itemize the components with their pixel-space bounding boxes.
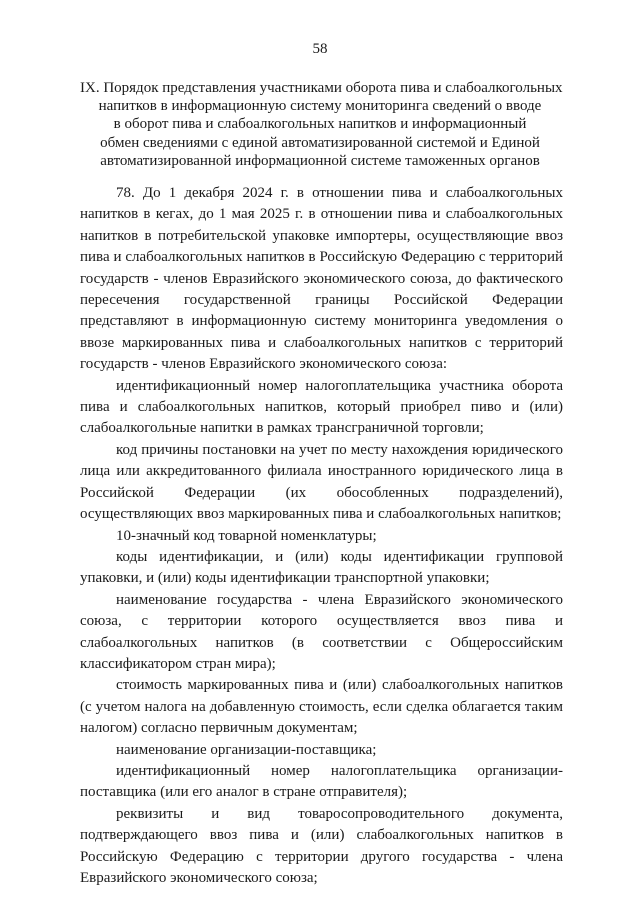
list-item-country: наименование государства - члена Евразийского экономического союза, с территории которого осуществляется ввоз пива и слабоалкогольных напитков (в соответствии с Общероссийским классификатором стран мира); <box>80 591 563 672</box>
heading-line: автоматизированной информационной системе таможенных органов <box>100 152 540 169</box>
list-item-cost: стоимость маркированных пива и (или) слабоалкогольных напитков (с учетом налога на добавленную стоимость, если сделка облагается таким налогом) согласно первичным документам; <box>80 677 563 737</box>
section-heading <box>80 79 563 170</box>
list-item-shipping-document: реквизиты и вид товаросопроводительного документа, подтверждающего ввоз пива и (или) слабоалкогольных напитков в Российскую Федерацию с территории другого государства - члена Евразийского экономического союза; <box>80 805 563 886</box>
list-item-identification-codes: коды идентификации, и (или) коды идентификации групповой упаковки, и (или) коды идентификации транспортной упаковки; <box>80 548 563 587</box>
list-item-tn-code: 10-значный код товарной номенклатуры; <box>116 527 377 544</box>
list-item-supplier-inn: идентификационный номер налогоплательщика организации-поставщика (или его аналог в стране отправителя); <box>80 762 563 801</box>
heading-line: напитков в информационную систему мониторинга сведений о вводе <box>98 98 542 115</box>
document-body <box>80 183 563 889</box>
heading-line: IX. Порядок представления участниками оборота пива и слабоалкогольных <box>80 80 563 96</box>
list-item-inn: идентификационный номер налогоплательщика участника оборота пива и слабоалкогольных напитков, который приобрел пиво и (или) слабоалкогольные напитки в рамках трансграничной торговли; <box>80 377 563 437</box>
heading-line: обмен сведениями с единой автоматизированной системой и Единой <box>100 134 540 151</box>
paragraph-clause-78: 78. До 1 декабря 2024 г. в отношении пива и слабоалкогольных напитков в кегах, до 1 мая 2025 г. в отношении пива и слабоалкогольных напитков в потребительской упаковке импортеры, осуществляющие ввоз пива и слабоалкогольных напитков в Российскую Федерацию с территорий государств - членов Евразийского экономического союза, до фактического пересечения государственной границы Российской Федерации представляют в информационную систему мониторинга уведомления о ввозе маркированных пива и слабоалкогольных напитков с территорий государств - членов Евразийского экономического союза: <box>80 185 563 373</box>
list-item-supplier-name: наименование организации-поставщика; <box>116 741 377 758</box>
list-item-kpp: код причины постановки на учет по месту нахождения юридического лица или аккредитованного филиала иностранного юридического лица в Российской Федерации (их обособленных подразделений), осуществляющих ввоз маркированных пива и слабоалкогольных напитков; <box>80 441 563 523</box>
page-number: 58 <box>312 41 328 57</box>
heading-line: в оборот пива и слабоалкогольных напитков и информационный <box>113 116 527 133</box>
